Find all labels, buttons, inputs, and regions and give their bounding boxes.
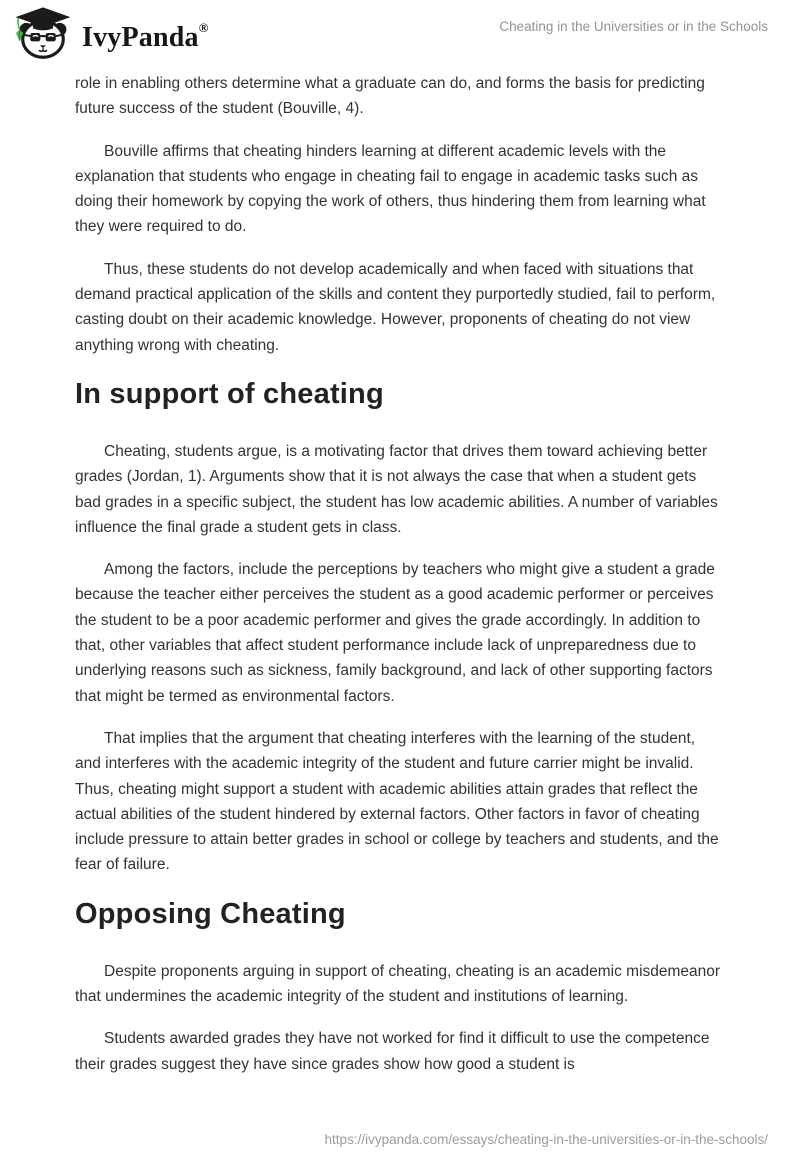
panda-graduate-icon — [13, 5, 73, 61]
source-url-link[interactable]: https://ivypanda.com/essays/cheating-in-the-universities-or-in-the-schools/ — [324, 1132, 768, 1147]
ivypanda-logo[interactable] — [13, 5, 209, 61]
page-header — [0, 0, 800, 66]
essay-paragraph: role in enabling others determine what a graduate can do, and forms the basis for predicting future success of the student (Bouville, 4). — [75, 75, 705, 118]
essay-paragraph: Bouville affirms that cheating hinders learning at different academic levels with the explanation that students who engage in cheating fail to engage in academic tasks such as doing their homework by copying the work of others, thus hindering them from learning what they were required to do. — [75, 142, 706, 236]
essay-paragraph: Among the factors, include the perceptions by teachers who might give a student a grade because the teacher either perceives the student as a good academic performer or perceives the student to be a poor academic performer and gives the grade accordingly. In addition to that, other variables that affect student performance include lack of unpreparedness due to underlying reasons such as sickness, family background, and lack of other supporting factors that might be termed as environmental factors. — [75, 561, 715, 705]
registered-trademark: ® — [198, 19, 209, 35]
essay-paragraph: That implies that the argument that cheating interferes with the learning of the student, and interferes with the academic integrity of the student and future carrier might be invalid. Thus, cheating might support a student with academic abilities attain grades that reflect the actual abilities of the student hindered by external factors. Other factors in favor of cheating include pressure to attain better grades in school or college by teachers and students, and the fear of failure. — [75, 729, 719, 874]
essay-paragraph: Thus, these students do not develop academically and when faced with situations that demand practical application of the skills and content they purportedly studied, fail to perform, casting doubt on their academic knowledge. However, proponents of cheating do not view anything wrong with cheating. — [75, 260, 716, 354]
brand-name: IvyPanda® — [82, 19, 209, 53]
essay-paragraph: Cheating, students argue, is a motivating factor that drives them toward achieving better grades (Jordan, 1). Arguments show that it is not always the case that when a student gets bad grades in a specific subject, the student has low academic abilities. A number of variables influence the final grade a student gets in class. — [75, 442, 718, 536]
section-heading-in-support-of-cheating: In support of cheating — [75, 377, 384, 410]
document-title: Cheating in the Universities or in the Schools — [499, 19, 768, 34]
essay-paragraph: Despite proponents arguing in support of cheating, cheating is an academic misdemeanor that undermines the academic integrity of the student and institutions of learning. — [75, 962, 721, 1006]
section-heading-opposing-cheating: Opposing Cheating — [75, 897, 346, 930]
essay-content — [75, 71, 725, 1094]
essay-paragraph: Students awarded grades they have not worked for find it difficult to use the competence their grades suggest they have since grades show how good a student is — [75, 1030, 710, 1073]
